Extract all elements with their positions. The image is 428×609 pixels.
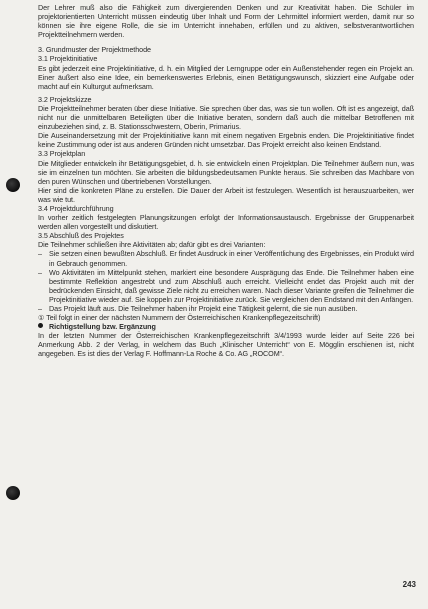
intro-paragraph: Der Lehrer muß also die Fähigkeit zum divergierenden Denken und zur Kreativität haben. Die Schüler im projektorientierten Unterricht müssen eindeutig über Inhalt und Form der Lehrmittel informiert werden, damit nur so können sie ihre eigene Rolle, die sie im Unterricht innehaben, erfüllen und zu aktiven, selbstverantwortlichen Projektteilnehmern werden.	[38, 3, 414, 40]
dash-list-item: – Wo Aktivitäten im Mittelpunkt stehen, markiert eine besondere Ausprägung das Ende. Die Teilnehmer haben eine bestimmte Reflektion angestrebt und zum Abschluß auch erreicht. Vielleicht endet das Projekt auch mit der bedrückenden Einsicht, daß gewisse Ziele nicht zu erreichen waren. Nach dieser Variante greifen die Teilnehmer die Projektinitiative wieder auf. Sie koppeln zur Projektinitiative zurück. Sie vergleichen den Endstand mit den Anfängen.	[38, 268, 414, 304]
paragraph: Die Auseinandersetzung mit der Projektinitiative kann mit einem negativen Ergebnis enden. Die Projektinitiative findet keine Zustimmung oder ist aus anderen Gründen nicht umsetzbar. Das Projekt erreicht also keinen Endstand.	[38, 131, 414, 150]
subsection-heading: 3.5 Abschluß des Projektes	[38, 231, 124, 241]
paragraph: Die Mitglieder entwickeln ihr Betätigungsgebiet, d. h. sie entwickeln einen Projektplan. Die Teilnehmer äußern nun, was sie im einzelnen tun möchten. Sie arbeiten die bildungsbedeutsamen Punkte heraus. Sie schreiben das Machbare von den puren Wünschen und übertriebenen Vorstellungen.	[38, 158, 414, 186]
subsection-heading: 3.4 Projektdurchführung	[38, 203, 114, 213]
punch-hole	[6, 486, 20, 500]
paragraph: Hier sind die konkreten Pläne zu erstellen. Die Dauer der Arbeit ist festzulegen. Wesentlich ist herauszuarbeiten, wer was wie tut.	[38, 185, 414, 204]
section-heading: 3. Grundmuster der Projektmethode	[38, 45, 152, 55]
subsection-heading: 3.1 Projektinitiative	[38, 54, 98, 64]
subsection-heading: 3.2 Projektskizze	[38, 94, 92, 104]
paragraph: Die Projektteilnehmer beraten über diese Initiative. Sie sprechen über das, was sie tun wollen. Oft ist es angezeigt, daß nicht nur die unmittelbaren Beteiligten über die Initiative beraten, sondern daß auch die mittelbar Betroffenen mit einzubeziehen sind, z. B. Stationsschwestern, Oberin, Primarius.	[38, 103, 414, 132]
paragraph: Die Teilnehmer schließen ihre Aktivitäten ab; dafür gibt es drei Varianten:	[38, 240, 266, 250]
continuation-note: ① Teil folgt in einer der nächsten Nummern der Österreichischen Krankenpflegezeitschrift)	[38, 313, 321, 323]
correction-title: Richtigstellung bzw. Ergänzung	[49, 322, 156, 332]
article-body	[38, 3, 414, 359]
bullet-icon	[38, 323, 43, 328]
paragraph: Es gibt jederzeit eine Projektinitiative, d. h. ein Mitglied der Lerngruppe oder ein Außenstehender regen ein Projekt an. Einer äußert also eine Idee, ein bemerkenswertes Erlebnis, einen Betätigungswunsch, skizziert eine Aufgabe oder macht auf ein Kulturgut aufmerksam.	[38, 63, 414, 91]
dash-list-item: – Das Projekt läuft aus. Die Teilnehmer haben ihr Projekt eine Tätigkeit gelernt, die sie nun ausüben.	[38, 304, 414, 313]
dash-list-item: – Sie setzen einen bewußten Abschluß. Er findet Ausdruck in einer Veröffentlichung des Ergebnisses, ein Produkt wird in Gebrauch genommen.	[38, 249, 414, 267]
subsection-heading: 3.3 Projektplan	[38, 149, 86, 159]
correction-text: In der letzten Nummer der Österreichischen Krankenpflegezeitschrift 3/4/1993 wurde leider auf Seite 226 bei Anmerkung Abb. 2 der Verlag, in welchem das Buch „Klinischer Unterricht“ von E. Mögglin erschienen ist, nicht angegeben. Es ist dies der Verlag F. Hoffmann-La Roche & Co. AG „ROCOM“.	[38, 331, 414, 359]
punch-hole	[6, 178, 20, 192]
correction-heading	[38, 322, 414, 331]
paragraph: In vorher zeitlich festgelegten Planungsitzungen erfolgt der Informationsaustausch. Ergebnisse der Gruppenarbeit werden allen vorgestellt und diskutiert.	[38, 213, 414, 232]
page-number: 243	[402, 580, 416, 589]
